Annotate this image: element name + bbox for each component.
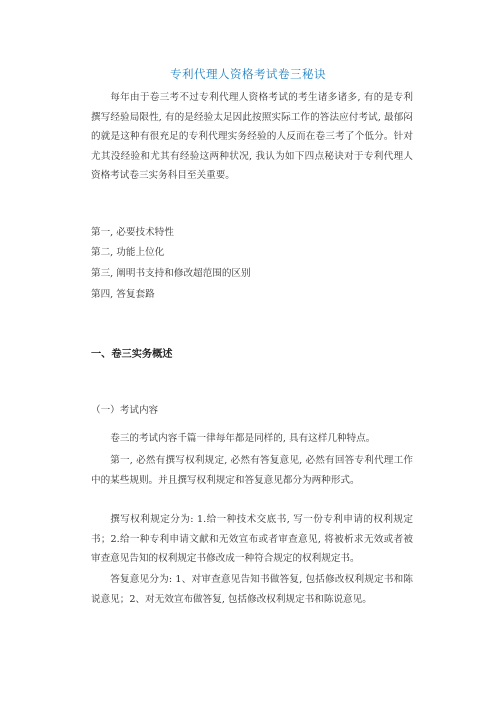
sub-heading: （一）考试内容 xyxy=(91,405,159,416)
body-paragraph-4: 答复意见分为: 1、对审查意见告知书做答复, 包括修改权利规定书和陈说意见；2、对无效宣布做答复, 包括修改权利规定书和陈说意见。 xyxy=(91,574,413,605)
tip-item-4: 第四, 答复套路 xyxy=(91,289,155,300)
tip-item-3: 第三, 阐明书支持和修改超范围的区别 xyxy=(91,268,251,279)
body-paragraph-2: 第一, 必然有撰写权利规定, 必然有答复意见, 必然有回答专利代理工作中的某些规则。并且撰写权利规定和答复意见都分为两种形式。 xyxy=(91,455,413,486)
body-paragraph-3: 撰写权利规定分为: 1.给一种技术交底书, 写一份专利申请的权利规定书；2.给一种专利申请文献和无效宣布或者审查意见, 将被析求无效或者被审查意见告知的权利规定书修改成一种符合规定的权利规定书。 xyxy=(91,514,413,564)
section-heading: 一、卷三实务概述 xyxy=(91,349,173,360)
tip-item-2: 第二, 功能上位化 xyxy=(91,247,165,258)
tip-item-1: 第一, 必要技术特性 xyxy=(91,227,174,238)
document-title: 专利代理人资格考试卷三秘诀 xyxy=(170,67,326,81)
intro-paragraph: 每年由于卷三考不过专利代理人资格考试的考生诸多诸多, 有的是专利撰写经验局限性, 有的是经验太足因此按照实际工作的答法应付考试, 最郁闷的就是这种有很充足的专利代理实务经验的人反而在卷三考了个低分。针对尤其没经验和尤其有经验这两种状况, 我认为如下四点秘诀对于专利代理人资格考试卷三实务科目至关重要。 xyxy=(91,92,413,181)
body-paragraph-1: 卷三的考试内容千篇一律每年都是同样的, 具有这样几种特点。 xyxy=(110,433,376,444)
